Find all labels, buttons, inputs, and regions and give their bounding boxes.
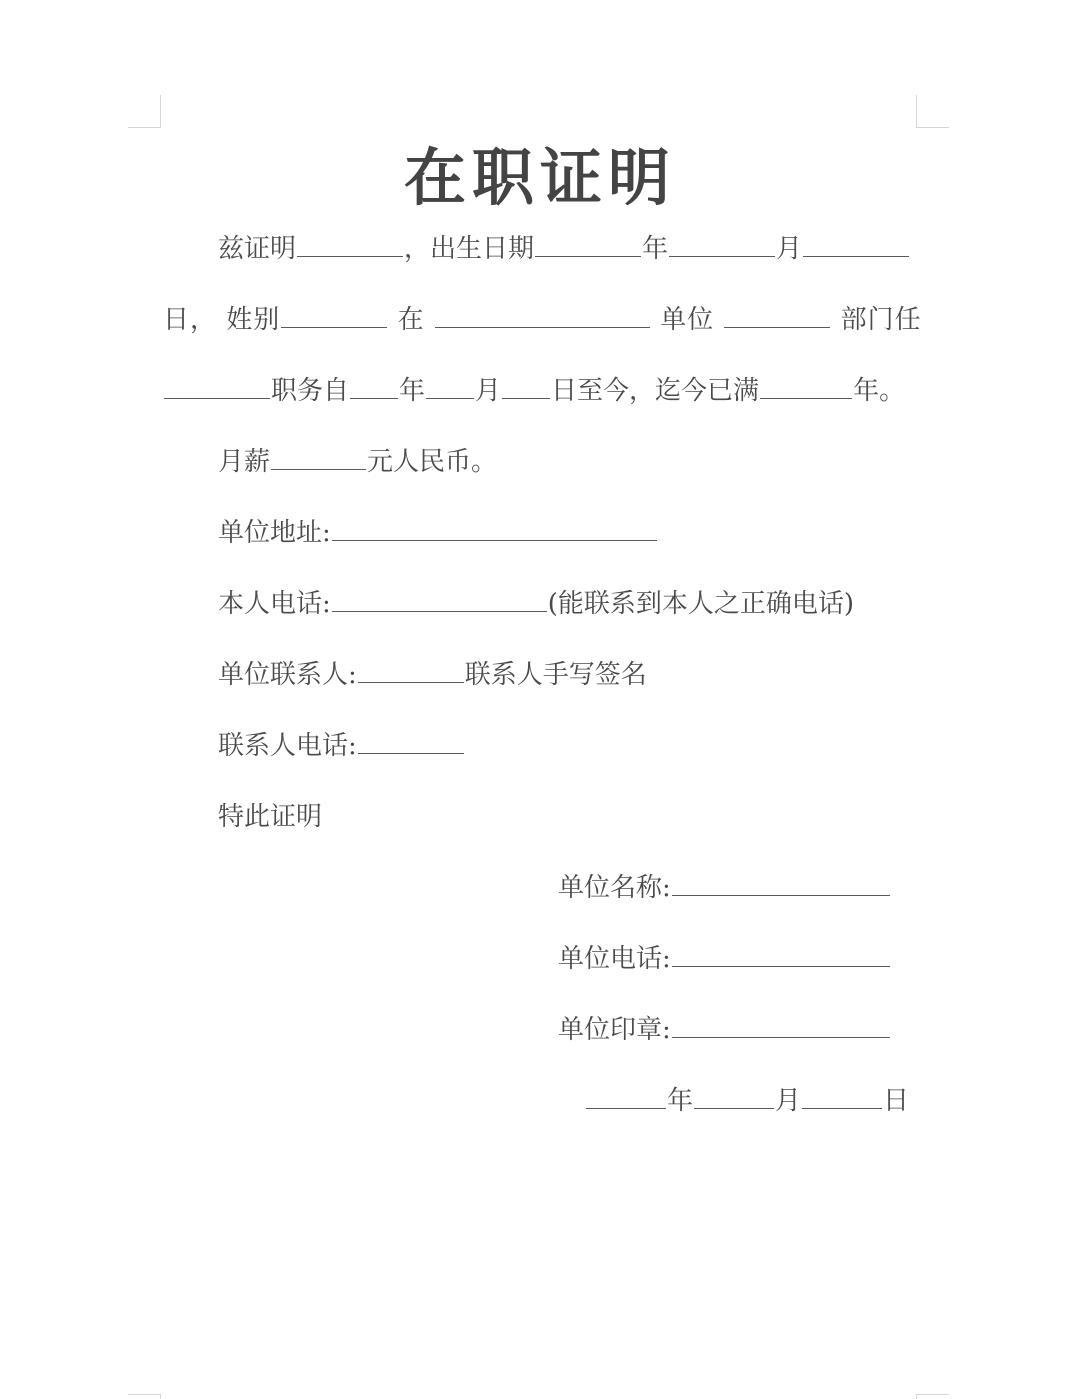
unit-tel-label: 单位电话: bbox=[558, 944, 671, 974]
start-day-blank[interactable] bbox=[502, 376, 550, 399]
text-unit: 单位 bbox=[660, 305, 715, 335]
contact-blank[interactable] bbox=[358, 660, 464, 683]
unit-tel-blank[interactable] bbox=[672, 944, 890, 967]
text-department: 部门任 bbox=[840, 305, 922, 335]
body-line-3 bbox=[163, 374, 905, 408]
contact-phone-line bbox=[218, 729, 465, 763]
name-blank[interactable] bbox=[297, 234, 403, 257]
personal-phone-line bbox=[218, 587, 854, 621]
text-at: 在 bbox=[397, 305, 425, 335]
page-corner-bottom-left bbox=[128, 1394, 161, 1399]
unit-tel-line bbox=[558, 942, 891, 976]
salary-label: 月薪 bbox=[218, 447, 271, 477]
gender-blank[interactable] bbox=[281, 305, 387, 328]
years-blank[interactable] bbox=[760, 376, 852, 399]
birth-year-blank[interactable] bbox=[535, 234, 641, 257]
salary-blank[interactable] bbox=[271, 447, 366, 470]
unit-name-label: 单位名称: bbox=[558, 873, 671, 903]
date-day-label: 日 bbox=[883, 1086, 910, 1116]
closing-text: 特此证明 bbox=[218, 802, 323, 832]
personal-phone-note: (能联系到本人之正确电话) bbox=[547, 589, 855, 619]
text-day: 日， bbox=[163, 305, 218, 335]
salary-unit: 元人民币。 bbox=[367, 447, 498, 477]
page-corner-bottom-right bbox=[916, 1394, 949, 1399]
employer-blank[interactable] bbox=[435, 305, 650, 328]
page-corner-top-right bbox=[916, 95, 949, 128]
address-blank[interactable] bbox=[332, 518, 657, 541]
text-until-now: 日至今，迄今已满 bbox=[551, 376, 760, 406]
contact-label: 单位联系人: bbox=[218, 660, 357, 690]
contact-phone-blank[interactable] bbox=[358, 731, 464, 754]
personal-phone-label: 本人电话: bbox=[218, 589, 331, 619]
salary-line bbox=[218, 445, 497, 479]
page-corner-top-left bbox=[128, 95, 161, 128]
contact-line bbox=[218, 658, 647, 692]
date-month-blank[interactable] bbox=[694, 1086, 774, 1109]
unit-name-line bbox=[558, 871, 891, 905]
text-certify: 兹证明 bbox=[218, 234, 297, 264]
unit-seal-line bbox=[558, 1013, 891, 1047]
department-blank[interactable] bbox=[724, 305, 830, 328]
unit-seal-blank[interactable] bbox=[672, 1015, 890, 1038]
contact-signature-label: 联系人手写签名 bbox=[464, 660, 647, 690]
date-day-blank[interactable] bbox=[802, 1086, 882, 1109]
text-position-from: 职务自 bbox=[271, 376, 350, 406]
date-month-label: 月 bbox=[775, 1086, 802, 1116]
closing-line bbox=[218, 800, 322, 834]
birth-day-blank[interactable] bbox=[803, 234, 909, 257]
text-start-year: 年 bbox=[399, 376, 426, 406]
date-year-label: 年 bbox=[667, 1086, 694, 1116]
unit-seal-label: 单位印章: bbox=[558, 1015, 671, 1045]
unit-name-blank[interactable] bbox=[672, 873, 890, 896]
contact-phone-label: 联系人电话: bbox=[218, 731, 357, 761]
personal-phone-blank[interactable] bbox=[332, 589, 547, 612]
date-year-blank[interactable] bbox=[586, 1086, 666, 1109]
text-gender: 姓别 bbox=[226, 305, 281, 335]
text-year: 年 bbox=[642, 234, 669, 264]
document-title: 在职证明 bbox=[403, 141, 676, 214]
birth-month-blank[interactable] bbox=[669, 234, 775, 257]
date-line bbox=[585, 1084, 909, 1118]
position-blank[interactable] bbox=[164, 376, 270, 399]
text-birthdate: ，出生日期 bbox=[404, 234, 535, 264]
address-label: 单位地址: bbox=[218, 518, 331, 548]
text-years: 年。 bbox=[853, 376, 906, 406]
start-month-blank[interactable] bbox=[426, 376, 474, 399]
start-year-blank[interactable] bbox=[350, 376, 398, 399]
address-line bbox=[218, 516, 658, 550]
text-start-month: 月 bbox=[475, 376, 502, 406]
body-line-1 bbox=[218, 232, 910, 266]
text-month: 月 bbox=[776, 234, 803, 264]
body-line-2 bbox=[163, 303, 922, 337]
